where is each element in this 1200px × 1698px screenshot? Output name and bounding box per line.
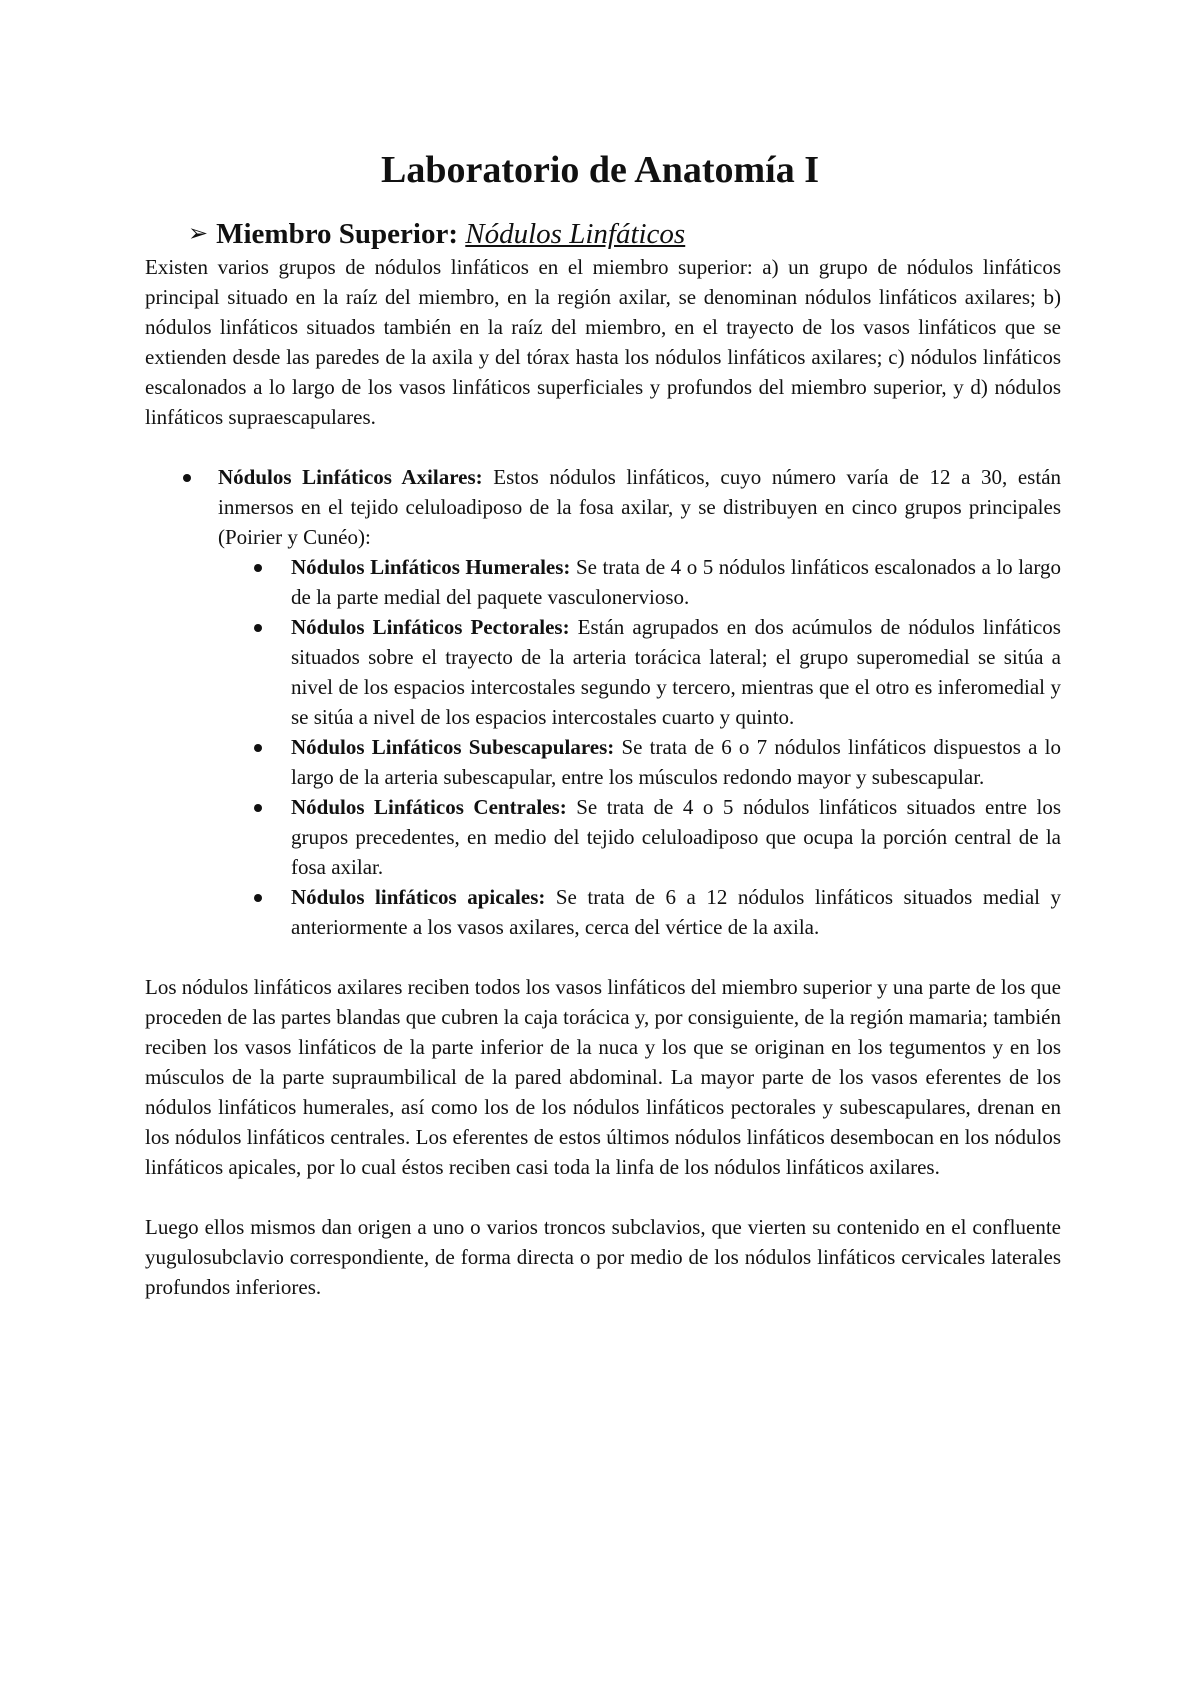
arrow-bullet-icon: ➢ bbox=[188, 219, 209, 247]
list-item-apicales bbox=[291, 882, 1061, 942]
paragraph-spacer bbox=[145, 1182, 1061, 1212]
list-item-subescapulares bbox=[291, 732, 1061, 792]
text-pectorales: Están agrupados en dos acúmulos de nódulos linfáticos situados sobre el trayecto de la arteria torácica lateral; el grupo superomedial se sitúa a nivel de los espacios intercostales segundo y tercero, mientras que el otro es inferomedial y se sitúa a nivel de los espacios intercostales cuarto y quinto. bbox=[291, 615, 1061, 729]
section-heading bbox=[188, 214, 685, 253]
text-humerales: Se trata de 4 o 5 nódulos linfáticos escalonados a lo largo de la parte medial del paquete vasculonervioso. bbox=[291, 555, 1061, 609]
text-subescapulares: Se trata de 6 o 7 nódulos linfáticos dispuestos a lo largo de la arteria subescapular, entre los músculos redondo mayor y subescapular. bbox=[291, 735, 1061, 789]
term-axilares: Nódulos Linfáticos Axilares: bbox=[218, 465, 483, 489]
term-pectorales: Nódulos Linfáticos Pectorales: bbox=[291, 615, 570, 639]
bullet-icon bbox=[254, 804, 262, 812]
intro-paragraph: Existen varios grupos de nódulos linfáticos en el miembro superior: a) un grupo de nódulos linfáticos principal situado en la raíz del miembro, en la región axilar, se denominan nódulos linfáticos axilares; b) nódulos linfáticos situados también en la raíz del miembro, en el trayecto de los vasos linfáticos que se extienden desde las paredes de la axila y del tórax hasta los nódulos linfáticos axilares; c) nódulos linfáticos escalonados a lo largo de los vasos linfáticos superficiales y profundos del miembro superior, y d) nódulos linfáticos supraescapulares. bbox=[145, 255, 1061, 429]
list-item-centrales bbox=[291, 792, 1061, 882]
axilares-groups-list bbox=[291, 552, 1061, 942]
paragraph-spacer bbox=[145, 432, 1061, 462]
trunks-paragraph: Luego ellos mismos dan origen a uno o varios troncos subclavios, que vierten su contenido en el confluente yugulosubclavio correspondiente, de forma directa o por medio de los nódulos linfáticos cervicales laterales profundos inferiores. bbox=[145, 1215, 1061, 1299]
term-apicales: Nódulos linfáticos apicales: bbox=[291, 885, 546, 909]
list-item-humerales bbox=[291, 552, 1061, 612]
bullet-icon bbox=[254, 894, 262, 902]
text-centrales: Se trata de 4 o 5 nódulos linfáticos situados entre los grupos precedentes, en medio del tejido celuloadiposo que ocupa la porción central de la fosa axilar. bbox=[291, 795, 1061, 879]
list-item-axilares bbox=[145, 462, 1061, 942]
drainage-paragraph: Los nódulos linfáticos axilares reciben todos los vasos linfáticos del miembro superior y una parte de los que proceden de las partes blandas que cubren la caja torácica y, por consiguiente, de la región mamaria; también reciben los vasos linfáticos de la parte inferior de la nuca y los que se originan en los tegumentos y en los músculos de la parte supraumbilical de la pared abdominal. La mayor parte de los vasos eferentes de los nódulos linfáticos humerales, así como los de los nódulos linfáticos pectorales y subescapulares, drenan en los nódulos linfáticos centrales. Los eferentes de estos últimos nódulos linfáticos desembocan en los nódulos linfáticos apicales, por lo cual éstos reciben casi toda la linfa de los nódulos linfáticos axilares. bbox=[145, 975, 1061, 1179]
term-humerales: Nódulos Linfáticos Humerales: bbox=[291, 555, 571, 579]
term-centrales: Nódulos Linfáticos Centrales: bbox=[291, 795, 567, 819]
text-apicales: Se trata de 6 a 12 nódulos linfáticos situados medial y anteriormente a los vasos axilares, cerca del vértice de la axila. bbox=[291, 885, 1061, 939]
section-heading-label: Miembro Superior: bbox=[216, 218, 459, 250]
document-body bbox=[145, 252, 1061, 1302]
axilares-list bbox=[145, 462, 1061, 942]
bullet-icon bbox=[254, 624, 262, 632]
page-title: Laboratorio de Anatomía I bbox=[380, 149, 820, 191]
list-item-pectorales bbox=[291, 612, 1061, 732]
paragraph-spacer bbox=[145, 942, 1061, 972]
section-subheading: Nódulos Linfáticos bbox=[465, 218, 686, 250]
bullet-icon bbox=[254, 744, 262, 752]
bullet-icon bbox=[254, 564, 262, 572]
term-subescapulares: Nódulos Linfáticos Subescapulares: bbox=[291, 735, 615, 759]
bullet-icon bbox=[183, 474, 191, 482]
text-axilares: Estos nódulos linfáticos, cuyo número varía de 12 a 30, están inmersos en el tejido celuloadiposo de la fosa axilar, y se distribuyen en cinco grupos principales (Poirier y Cunéo): bbox=[218, 465, 1062, 549]
